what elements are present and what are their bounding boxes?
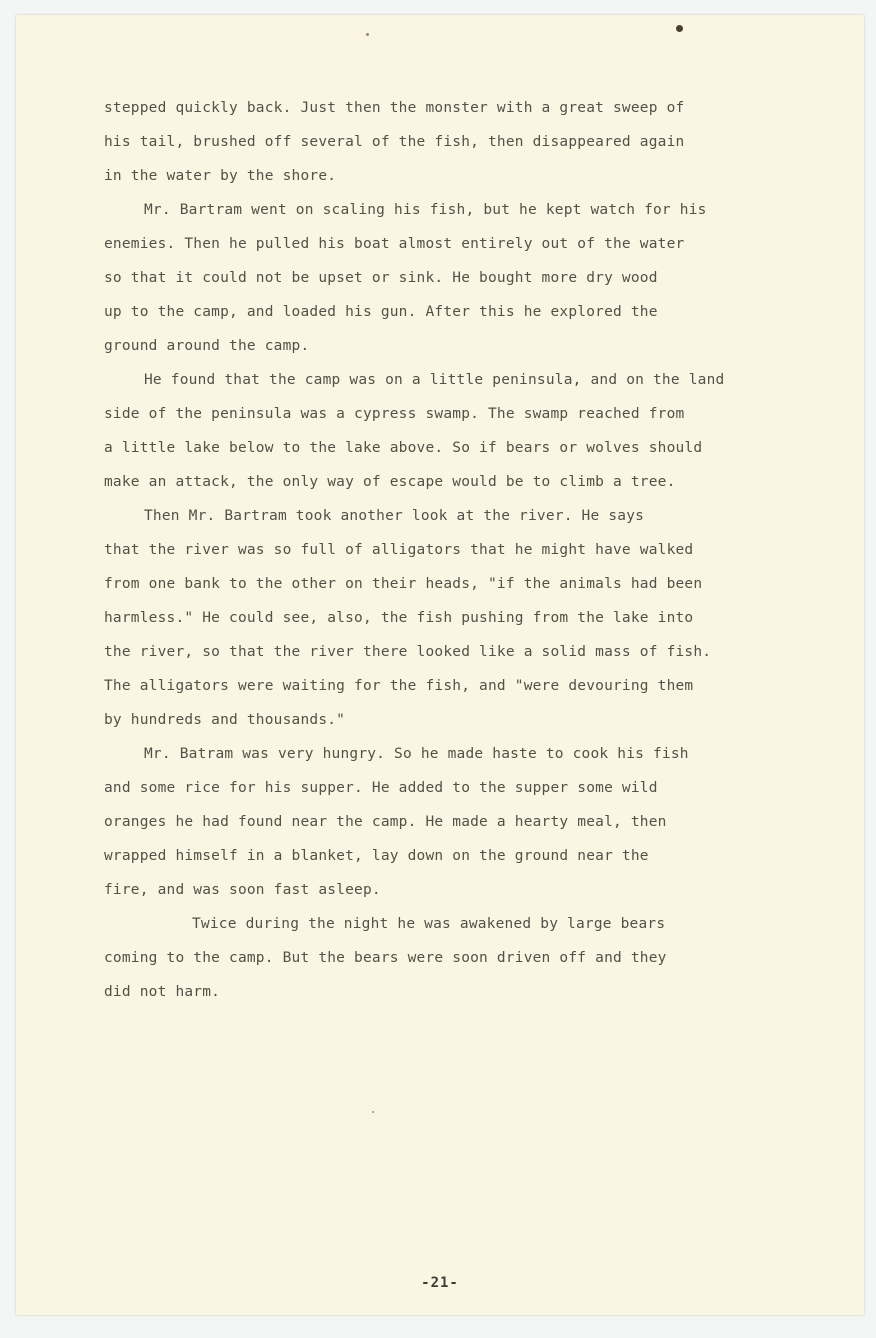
- text-line: and some rice for his supper. He added to the supper some wild: [104, 780, 658, 796]
- text-line: fire, and was soon fast asleep.: [104, 882, 381, 898]
- text-line: up to the camp, and loaded his gun. After this he explored the: [104, 304, 658, 320]
- text-line: his tail, brushed off several of the fish, then disappeared again: [104, 134, 685, 150]
- document-page: [16, 15, 864, 1315]
- text-line: stepped quickly back. Just then the monster with a great sweep of: [104, 100, 685, 116]
- text-line: wrapped himself in a blanket, lay down on the ground near the: [104, 848, 649, 864]
- text-line: did not harm.: [104, 984, 221, 1000]
- paragraph-6: [104, 907, 804, 1009]
- text-line: by hundreds and thousands.": [104, 712, 346, 728]
- page-number: -21-: [421, 1275, 459, 1291]
- text-line: enemies. Then he pulled his boat almost entirely out of the water: [104, 236, 685, 252]
- text-line: a little lake below to the lake above. So if bears or wolves should: [104, 440, 703, 456]
- paper-speck: [372, 1111, 374, 1113]
- text-line: from one bank to the other on their heads, "if the animals had been: [104, 576, 703, 592]
- paper-speck: [366, 33, 369, 36]
- text-line: ground around the camp.: [104, 338, 310, 354]
- text-line: He found that the camp was on a little peninsula, and on the land: [144, 372, 725, 388]
- paragraph-5: [104, 737, 804, 907]
- text-line: Then Mr. Bartram took another look at the river. He says: [144, 508, 645, 524]
- text-line: the river, so that the river there looked like a solid mass of fish.: [104, 644, 712, 660]
- typed-text-body: [104, 91, 804, 1009]
- text-line: so that it could not be upset or sink. He bought more dry wood: [104, 270, 658, 286]
- text-line: Mr. Bartram went on scaling his fish, but he kept watch for his: [144, 202, 707, 218]
- paragraph-4: [104, 499, 804, 737]
- text-line: Mr. Batram was very hungry. So he made haste to cook his fish: [144, 746, 689, 762]
- text-line: coming to the camp. But the bears were soon driven off and they: [104, 950, 667, 966]
- text-line: The alligators were waiting for the fish, and "were devouring them: [104, 678, 694, 694]
- text-line: oranges he had found near the camp. He made a hearty meal, then: [104, 814, 667, 830]
- paper-speck: [676, 25, 683, 32]
- text-line: Twice during the night he was awakened by large bears: [192, 916, 666, 932]
- paragraph-3: [104, 363, 804, 499]
- text-line: side of the peninsula was a cypress swamp. The swamp reached from: [104, 406, 685, 422]
- text-line: harmless." He could see, also, the fish pushing from the lake into: [104, 610, 694, 626]
- text-line: that the river was so full of alligators that he might have walked: [104, 542, 694, 558]
- paragraph-2: [104, 193, 804, 363]
- text-line: in the water by the shore.: [104, 168, 337, 184]
- paragraph-1: [104, 91, 804, 193]
- text-line: make an attack, the only way of escape would be to climb a tree.: [104, 474, 676, 490]
